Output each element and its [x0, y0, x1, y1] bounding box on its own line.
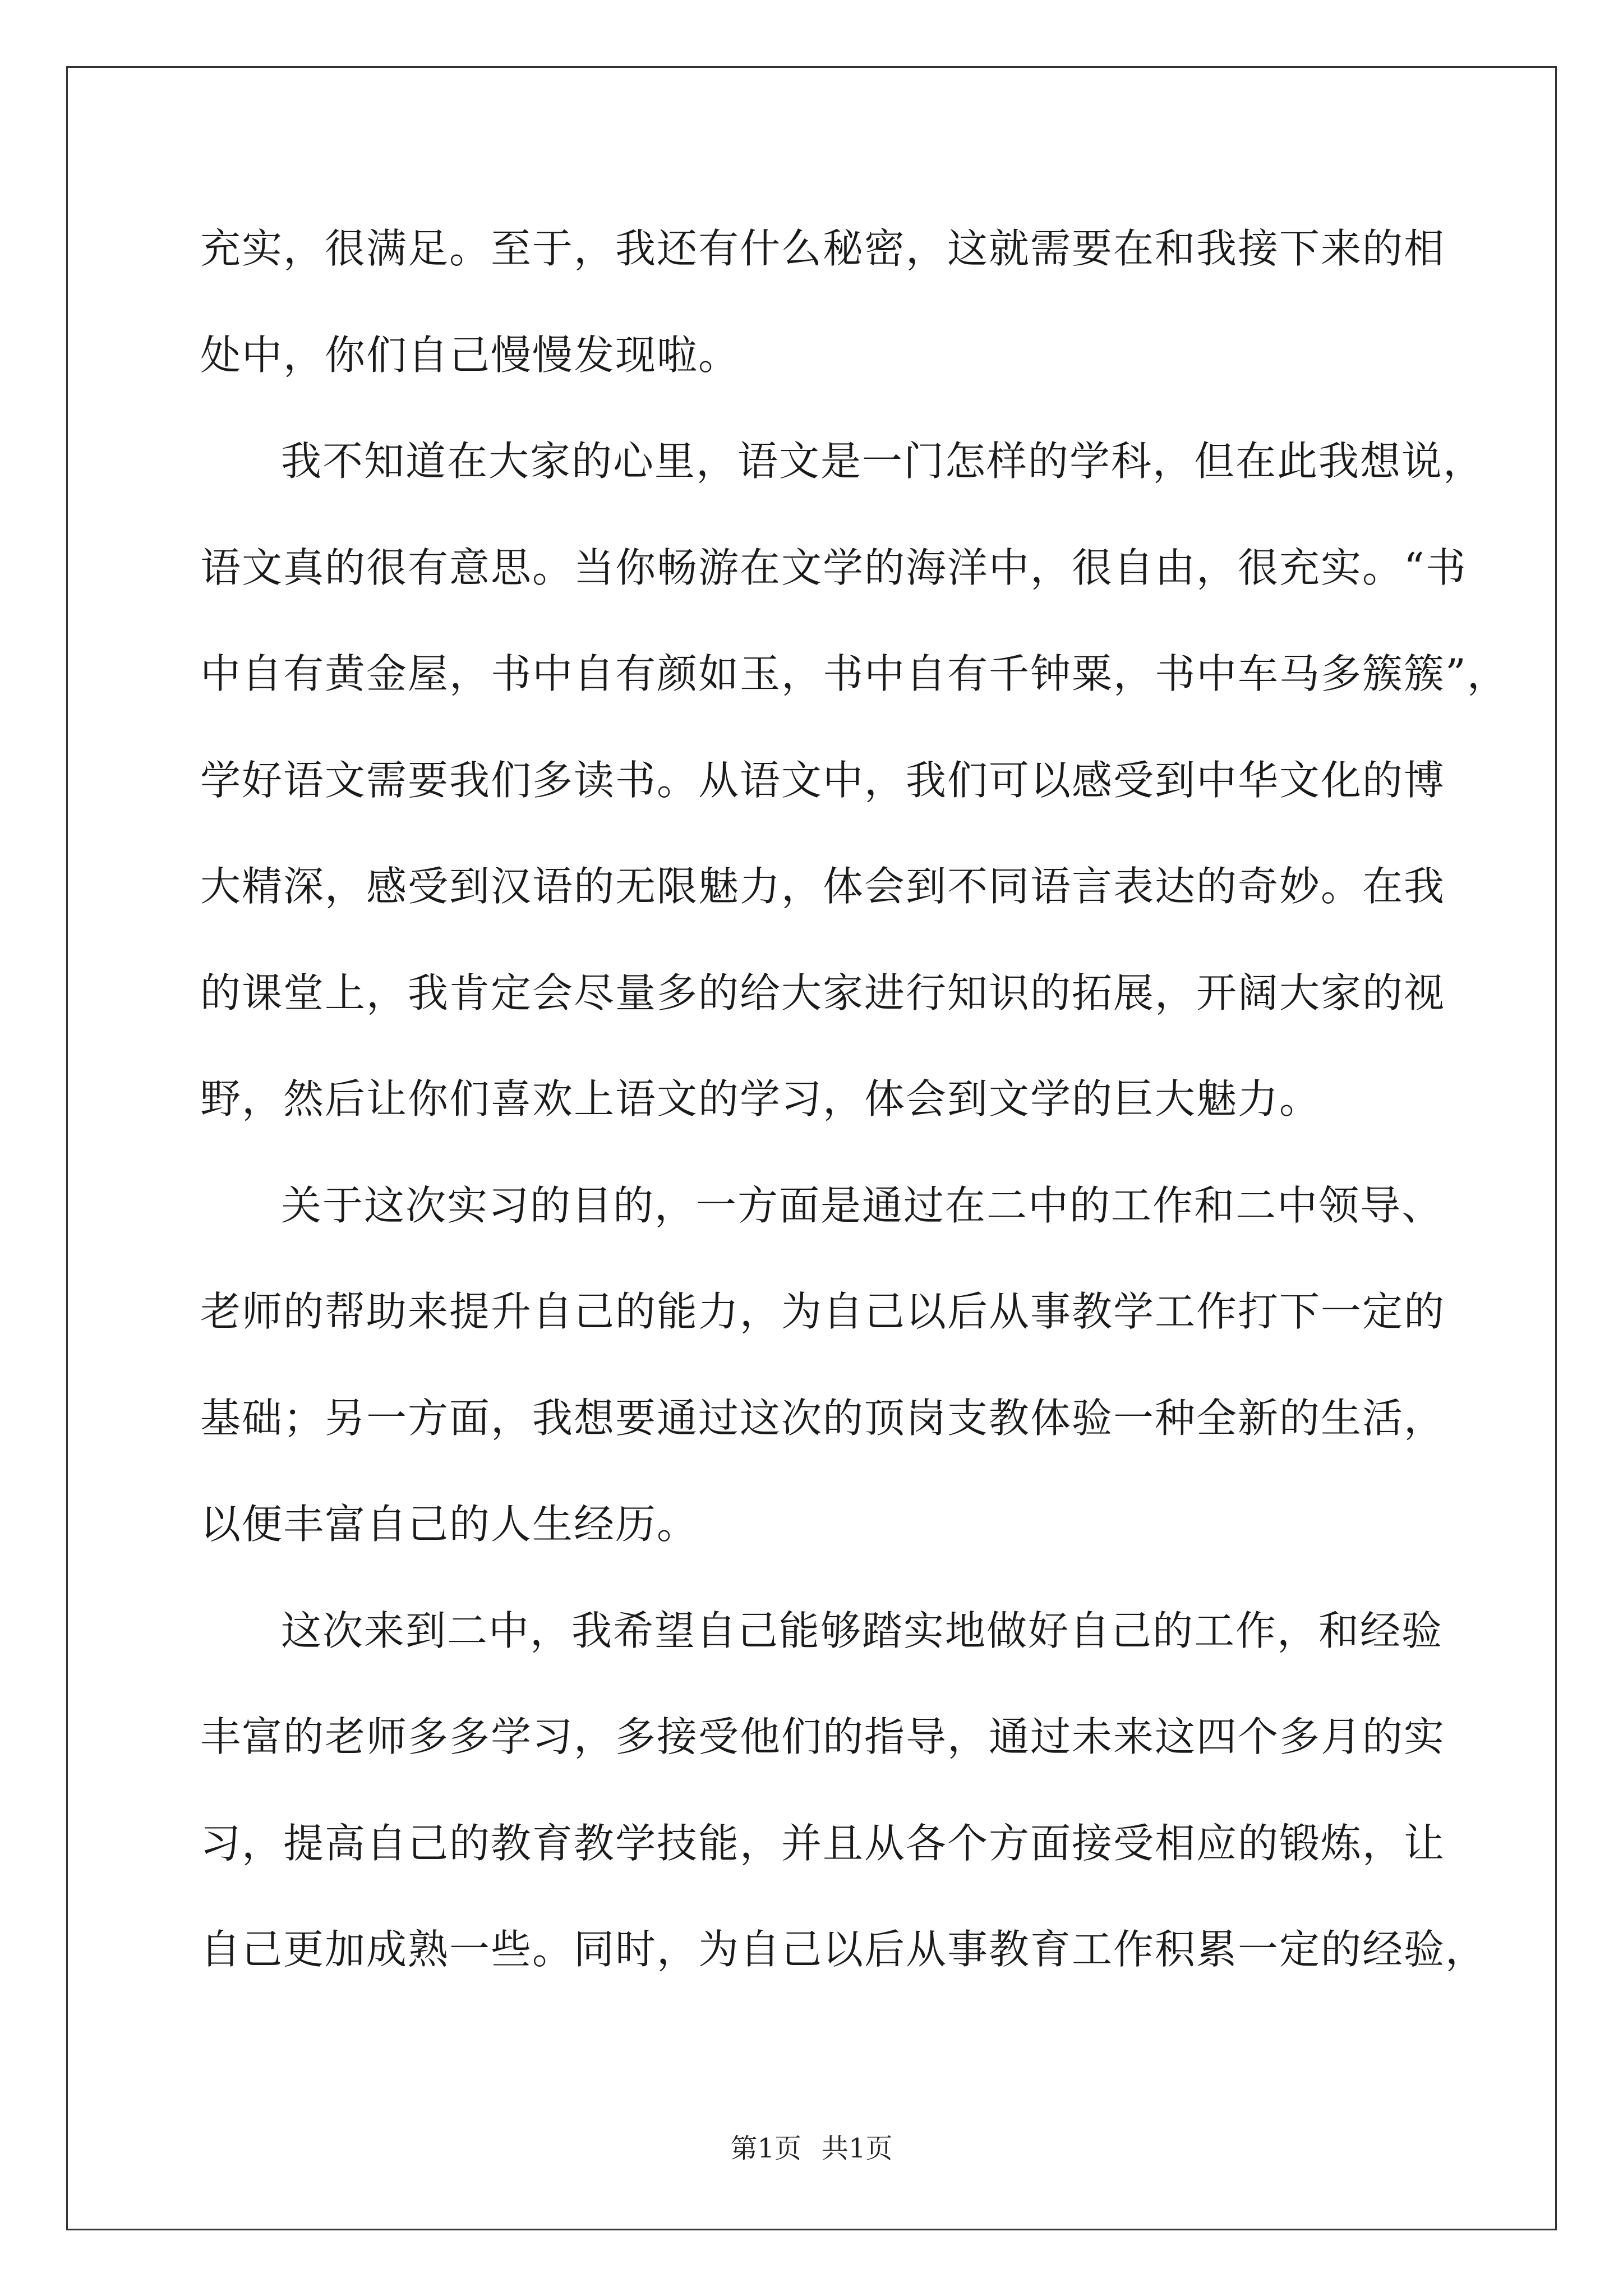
text-line-8: 的课堂上，我肯定会尽量多的给大家进行知识的拓展，开阔大家的视: [200, 969, 1446, 1016]
page-number: 第1页: [730, 2133, 801, 2164]
text-line-15: 丰富的老师多多学习，多接受他们的指导，通过未来这四个多月的实: [200, 1713, 1446, 1760]
page-total: 共1页: [822, 2133, 893, 2164]
text-line-2: 处中，你们自己慢慢发现啦。: [200, 331, 740, 379]
text-line-6: 学好语文需要我们多读书。从语文中，我们可以感受到中华文化的博: [200, 756, 1446, 804]
text-line-9: 野，然后让你们喜欢上语文的学习，体会到文学的巨大魅力。: [200, 1075, 1321, 1122]
text-line-7: 大精深，感受到汉语的无限魅力，体会到不同语言表达的奇妙。在我: [200, 863, 1446, 910]
text-line-3: 我不知道在大家的心里，语文是一门怎样的学科，但在此我想说，: [281, 438, 1485, 485]
text-line-5: 中自有黄金屋，书中自有颜如玉，书中自有千钟粟，书中车马多簇簇”，: [200, 650, 1509, 697]
text-line-16: 习，提高自己的教育教学技能，并且从各个方面接受相应的锻炼，让: [200, 1819, 1446, 1867]
text-line-10: 关于这次实习的目的，一方面是通过在二中的工作和二中领导、: [281, 1181, 1444, 1229]
text-line-1: 充实，很满足。至于，我还有什么秘密，这就需要在和我接下来的相: [200, 225, 1446, 272]
text-line-4: 语文真的很有意思。当你畅游在文学的海洋中，很自由，很充实。“书: [200, 544, 1467, 591]
text-line-11: 老师的帮助来提升自己的能力，为自己以后从事教学工作打下一定的: [200, 1288, 1446, 1335]
page-footer: [0, 2132, 1623, 2165]
document-body: [200, 215, 1509, 2022]
text-line-17: 自己更加成熟一些。同时，为自己以后从事教育工作积累一定的经验，: [200, 1926, 1487, 1973]
text-line-12: 基础；另一方面，我想要通过这次的顶岗支教体验一种全新的生活，: [200, 1394, 1446, 1442]
text-line-13: 以便丰富自己的人生经历。: [200, 1501, 699, 1548]
text-line-14: 这次来到二中，我希望自己能够踏实地做好自己的工作，和经验: [281, 1607, 1444, 1654]
